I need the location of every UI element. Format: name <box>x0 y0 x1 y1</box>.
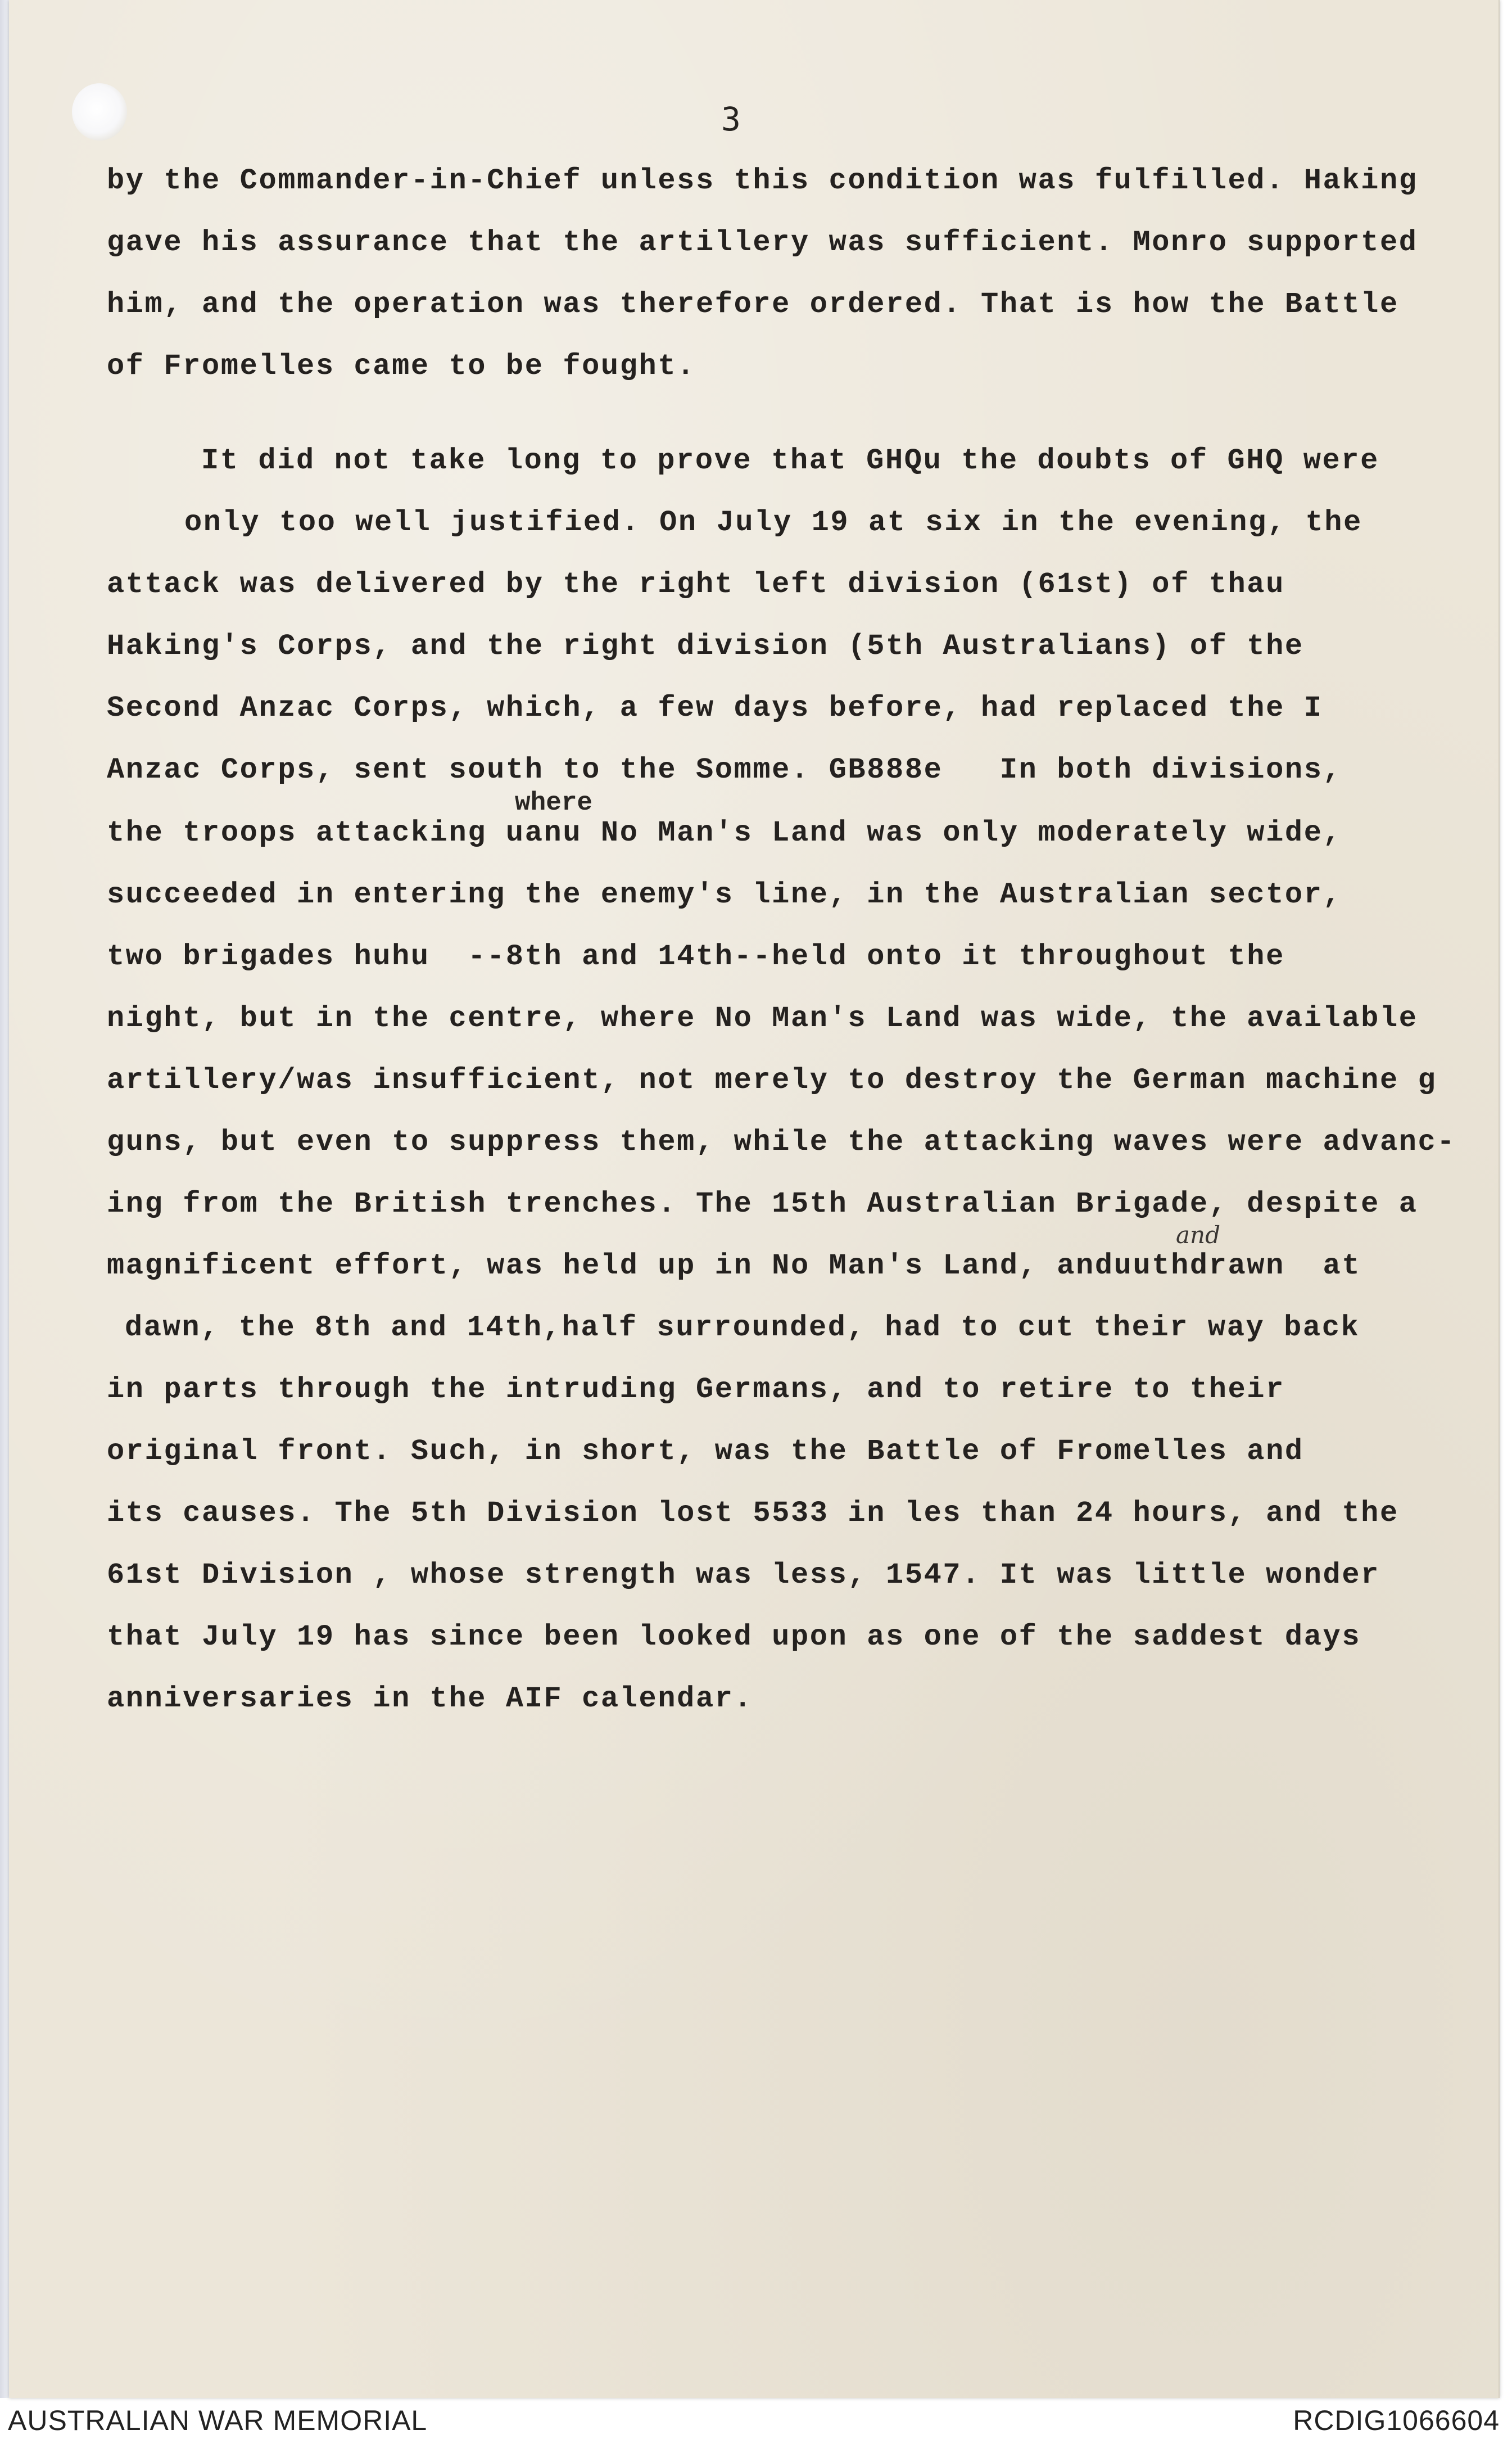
text-line: artillery/was insufficient, not merely to destroy the German machine g <box>107 1064 1437 1097</box>
text-line: anniversaries in the AIF calendar. <box>107 1682 753 1715</box>
text-line: of Fromelles came to be fought. <box>107 350 696 383</box>
text-line: Haking's Corps, and the right division (5th Australians) of the <box>107 630 1304 663</box>
text-line: only too well justified. On July 19 at six in the evening, the <box>184 506 1362 539</box>
text-line: attack was delivered by the right left division (61st) of thau <box>107 568 1285 601</box>
text-line: 61st Division , whose strength was less, 1547. It was little wonder <box>107 1559 1380 1592</box>
text-line: two brigades huhu --8th and 14th--held onto it throughout the <box>107 940 1285 973</box>
text-line: magnificent effort, was held up in No Man's Land, anduuthdrawn at <box>107 1249 1361 1282</box>
text-line: that July 19 has since been looked upon as one of the saddest days <box>107 1620 1361 1654</box>
text-line: original front. Such, in short, was the Battle of Fromelles and <box>107 1435 1304 1468</box>
handwritten-insert: and <box>1176 1221 1220 1249</box>
text-line: Second Anzac Corps, which, a few days before, had replaced the I <box>107 692 1323 725</box>
text-line: gave his assurance that the artillery was sufficient. Monro supported <box>107 226 1418 259</box>
text-line: by the Commander-in-Chief unless this condition was fulfilled. Haking <box>107 164 1418 197</box>
text-line: dawn, the 8th and 14th,half surrounded, had to cut their way back <box>125 1311 1360 1344</box>
footer-credit: AUSTRALIAN WAR MEMORIAL <box>8 2405 428 2436</box>
text-line: the troops attacking uanu No Man's Land was only moderately wide, <box>107 816 1342 850</box>
interlinear-insert: where <box>515 788 593 817</box>
text-line: succeeded in entering the enemy's line, in the Australian sector, <box>107 878 1342 911</box>
punch-hole <box>72 83 127 141</box>
text-line: night, but in the centre, where No Man's Land was wide, the available <box>107 1002 1418 1035</box>
scan-edge <box>0 0 9 2398</box>
text-line: in parts through the intruding Germans, and to retire to their <box>107 1373 1285 1406</box>
footer-record-id: RCDIG1066604 <box>1293 2405 1500 2436</box>
text-line: its causes. The 5th Division lost 5533 in les than 24 hours, and the <box>107 1497 1399 1530</box>
text-line: It did not take long to prove that GHQu the doubts of GHQ were <box>201 444 1379 477</box>
text-line: him, and the operation was therefore ordered. That is how the Battle <box>107 288 1399 321</box>
text-line: guns, but even to suppress them, while the attacking waves were advanc- <box>107 1126 1456 1159</box>
page-number: 3 <box>721 100 741 138</box>
text-line: ing from the British trenches. The 15th Australian Brigade, despite a <box>107 1187 1418 1221</box>
text-line: Anzac Corps, sent south to the Somme. GB888e In both divisions, <box>107 753 1342 787</box>
